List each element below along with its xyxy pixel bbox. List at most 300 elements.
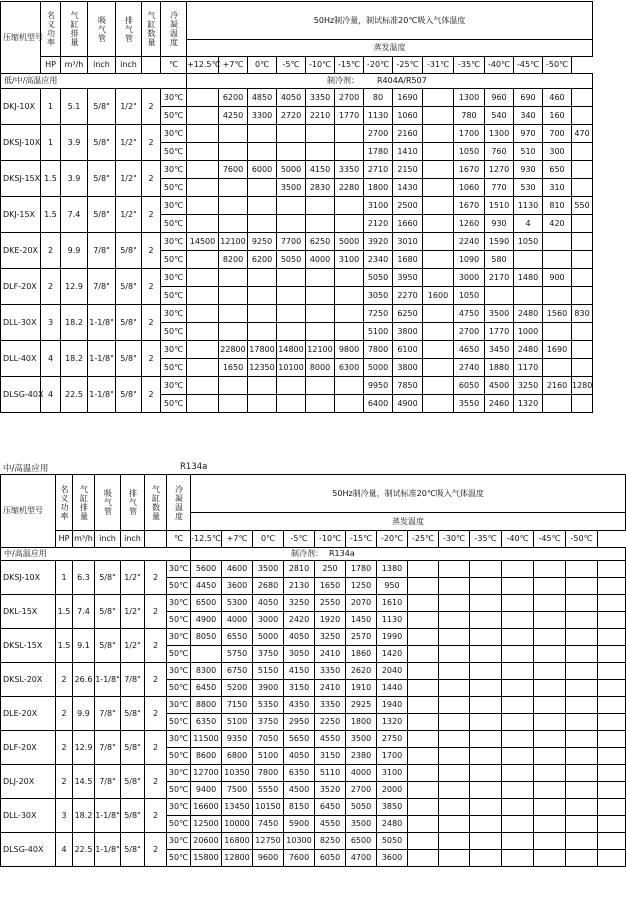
capacity-cell: 7600 bbox=[284, 850, 315, 867]
capacity-cell: 1590 bbox=[485, 233, 514, 251]
capacity-cell bbox=[502, 561, 534, 578]
capacity-cell bbox=[470, 629, 502, 646]
capacity-cell bbox=[335, 377, 364, 395]
capacity-cell bbox=[598, 663, 626, 680]
capacity-cell: 2040 bbox=[377, 663, 408, 680]
capacity-cell: 3500 bbox=[485, 305, 514, 323]
capacity-cell: 3100 bbox=[377, 765, 408, 782]
mid-refrigerant: R134a bbox=[180, 462, 208, 472]
capacity-cell: 7150 bbox=[222, 697, 253, 714]
capacity-cell: 9250 bbox=[248, 233, 277, 251]
capacity-cell: 970 bbox=[514, 125, 543, 143]
table-row bbox=[1, 799, 626, 816]
capacity-cell: 2270 bbox=[393, 287, 423, 305]
capacity-cell: 2120 bbox=[364, 215, 393, 233]
capacity-cell: 3950 bbox=[393, 269, 423, 287]
capacity-cell bbox=[439, 646, 470, 663]
capacity-cell bbox=[566, 782, 598, 799]
table-row bbox=[1, 697, 626, 714]
capacity-cell bbox=[248, 125, 277, 143]
capacity-cell: 1050 bbox=[454, 143, 485, 161]
evap-temp-col: -12.5℃ bbox=[191, 531, 222, 548]
capacity-cell: 1910 bbox=[346, 680, 377, 697]
cell-cyl: 2 bbox=[142, 377, 161, 413]
capacity-cell: 3750 bbox=[253, 714, 284, 731]
cell-model: DLL-30X bbox=[1, 799, 56, 833]
capacity-cell bbox=[566, 646, 598, 663]
capacity-cell bbox=[572, 215, 593, 233]
capacity-cell bbox=[219, 269, 248, 287]
unit-disp: m³/h bbox=[73, 531, 95, 548]
capacity-cell: 7250 bbox=[364, 305, 393, 323]
capacity-cell bbox=[439, 663, 470, 680]
capacity-cell bbox=[408, 799, 439, 816]
capacity-cell bbox=[277, 323, 306, 341]
cell-hp: 2 bbox=[41, 233, 61, 269]
capacity-cell: 2810 bbox=[284, 561, 315, 578]
capacity-cell bbox=[439, 714, 470, 731]
capacity-cell bbox=[219, 125, 248, 143]
capacity-cell: 4050 bbox=[253, 595, 284, 612]
refrigerant-row-2 bbox=[191, 548, 626, 561]
cell-dis: 1/2" bbox=[116, 197, 142, 233]
model-header: 压缩机型号 bbox=[1, 2, 41, 74]
capacity-cell bbox=[248, 269, 277, 287]
capacity-cell: 6000 bbox=[248, 161, 277, 179]
capacity-cell bbox=[566, 612, 598, 629]
capacity-cell: 4750 bbox=[454, 305, 485, 323]
cond-temp-cell: 30℃ bbox=[161, 377, 187, 395]
cond-temp-cell: 30℃ bbox=[167, 629, 191, 646]
capacity-cell bbox=[514, 251, 543, 269]
capacity-cell: 1800 bbox=[364, 179, 393, 197]
capacity-cell: 6050 bbox=[315, 850, 346, 867]
capacity-cell: 1130 bbox=[364, 107, 393, 125]
capacity-cell bbox=[408, 782, 439, 799]
capacity-cell bbox=[598, 850, 626, 867]
capacity-cell bbox=[423, 89, 454, 107]
capacity-cell bbox=[335, 197, 364, 215]
capacity-cell: 3010 bbox=[393, 233, 423, 251]
cell-hp: 2 bbox=[56, 697, 73, 731]
capacity-cell: 7050 bbox=[253, 731, 284, 748]
capacity-cell: 3350 bbox=[315, 697, 346, 714]
capacity-cell bbox=[423, 395, 454, 413]
capacity-cell: 4600 bbox=[222, 561, 253, 578]
cell-cyl: 2 bbox=[145, 799, 167, 833]
capacity-cell bbox=[439, 629, 470, 646]
capacity-cell bbox=[534, 612, 566, 629]
capacity-cell: 1090 bbox=[454, 251, 485, 269]
capacity-cell: 8050 bbox=[191, 629, 222, 646]
capacity-cell bbox=[502, 748, 534, 765]
discharge-header-2: 排气管 bbox=[121, 475, 145, 531]
capacity-cell: 3500 bbox=[346, 816, 377, 833]
cell-model: DKSL-20X bbox=[1, 663, 56, 697]
capacity-cell bbox=[572, 179, 593, 197]
capacity-cell bbox=[572, 323, 593, 341]
capacity-cell bbox=[502, 850, 534, 867]
capacity-cell: 4050 bbox=[284, 629, 315, 646]
capacity-cell bbox=[187, 269, 219, 287]
capacity-cell bbox=[335, 125, 364, 143]
capacity-cell bbox=[408, 833, 439, 850]
refrigerant-label: 制冷剂： bbox=[327, 76, 359, 85]
capacity-cell bbox=[534, 816, 566, 833]
capacity-cell: 11500 bbox=[191, 731, 222, 748]
capacity-cell bbox=[566, 680, 598, 697]
capacity-cell: 2240 bbox=[454, 233, 485, 251]
capacity-cell bbox=[408, 629, 439, 646]
cond-temp-cell: 30℃ bbox=[167, 595, 191, 612]
cell-suc: 7/8" bbox=[95, 731, 121, 765]
suction-header: 吸气管 bbox=[88, 2, 116, 57]
capacity-cell: 1690 bbox=[543, 341, 572, 359]
capacity-cell: 3350 bbox=[306, 89, 335, 107]
capacity-cell: 6400 bbox=[364, 395, 393, 413]
cell-cyl: 2 bbox=[142, 341, 161, 377]
capacity-cell: 6750 bbox=[222, 663, 253, 680]
capacity-cell bbox=[543, 359, 572, 377]
capacity-cell: 10150 bbox=[253, 799, 284, 816]
capacity-cell: 2950 bbox=[284, 714, 315, 731]
capacity-cell bbox=[423, 161, 454, 179]
capacity-cell bbox=[572, 143, 593, 161]
cond-temp-cell: 50℃ bbox=[161, 143, 187, 161]
capacity-cell: 2700 bbox=[454, 323, 485, 341]
capacity-cell: 13450 bbox=[222, 799, 253, 816]
evap-temp-col: -5℃ bbox=[284, 531, 315, 548]
capacity-cell: 6450 bbox=[315, 799, 346, 816]
capacity-cell: 2420 bbox=[284, 612, 315, 629]
capacity-cell bbox=[439, 850, 470, 867]
table-row bbox=[1, 629, 626, 646]
capacity-cell: 1410 bbox=[393, 143, 423, 161]
cell-disp: 9.9 bbox=[61, 233, 88, 269]
capacity-cell bbox=[502, 646, 534, 663]
capacity-cell bbox=[566, 578, 598, 595]
refrigerant-label-2: 制冷剂： bbox=[291, 549, 323, 558]
capacity-cell: 3350 bbox=[315, 663, 346, 680]
cell-suc: 7/8" bbox=[88, 269, 116, 305]
capacity-cell: 3250 bbox=[315, 629, 346, 646]
capacity-cell: 700 bbox=[543, 125, 572, 143]
capacity-cell: 1990 bbox=[377, 629, 408, 646]
evap-temp-col: -50℃ bbox=[543, 57, 572, 74]
cell-disp: 7.4 bbox=[73, 595, 95, 629]
table-row bbox=[1, 765, 626, 782]
refrigerant-value: R404A/R507 bbox=[377, 76, 427, 85]
cond-temp-cell: 50℃ bbox=[167, 782, 191, 799]
evap-temp-col: -30℃ bbox=[439, 531, 470, 548]
cond-temp-cell: 50℃ bbox=[167, 612, 191, 629]
capacity-cell: 2170 bbox=[485, 269, 514, 287]
capacity-cell: 1560 bbox=[543, 305, 572, 323]
capacity-cell: 7850 bbox=[393, 377, 423, 395]
cell-model: DLSG-40X bbox=[1, 833, 56, 867]
capacity-cell: 8800 bbox=[191, 697, 222, 714]
capacity-cell: 2210 bbox=[306, 107, 335, 125]
cell-suc: 5/8" bbox=[95, 561, 121, 595]
mid-section-label: 中/高温应用 bbox=[3, 464, 49, 474]
cell-dis: 1/2" bbox=[121, 561, 145, 595]
capacity-cell bbox=[534, 595, 566, 612]
cell-disp: 26.6 bbox=[73, 663, 95, 697]
cell-dis: 5/8" bbox=[116, 269, 142, 305]
capacity-cell: 1600 bbox=[423, 287, 454, 305]
cell-cyl: 2 bbox=[145, 697, 167, 731]
capacity-cell: 1670 bbox=[454, 197, 485, 215]
capacity-cell: 3300 bbox=[248, 107, 277, 125]
cell-hp: 1 bbox=[56, 561, 73, 595]
cell-hp: 4 bbox=[41, 377, 61, 413]
capacity-cell: 5100 bbox=[222, 714, 253, 731]
capacity-cell: 830 bbox=[572, 305, 593, 323]
cond-temp-cell: 50℃ bbox=[161, 251, 187, 269]
capacity-cell: 1920 bbox=[315, 612, 346, 629]
cylinders-header-2: 气缸数量 bbox=[145, 475, 167, 531]
cell-model: DKSJ-15X bbox=[1, 161, 41, 197]
capacity-cell: 5350 bbox=[253, 697, 284, 714]
capacity-cell bbox=[566, 816, 598, 833]
evap-temp-col: -35℃ bbox=[470, 531, 502, 548]
capacity-cell: 1170 bbox=[514, 359, 543, 377]
capacity-cell bbox=[187, 359, 219, 377]
cell-model: DKE-20X bbox=[1, 233, 41, 269]
table-row bbox=[1, 561, 626, 578]
capacity-cell: 3800 bbox=[393, 359, 423, 377]
capacity-cell: 1380 bbox=[377, 561, 408, 578]
capacity-cell bbox=[306, 143, 335, 161]
capacity-cell: 1800 bbox=[346, 714, 377, 731]
capacity-cell: 9600 bbox=[253, 850, 284, 867]
cond-temp-cell: 50℃ bbox=[167, 816, 191, 833]
table-row bbox=[1, 833, 626, 850]
capacity-cell bbox=[534, 646, 566, 663]
capacity-cell: 510 bbox=[514, 143, 543, 161]
capacity-cell bbox=[470, 850, 502, 867]
cell-hp: 1 bbox=[41, 89, 61, 125]
capacity-cell: 4 bbox=[514, 215, 543, 233]
cell-suc: 5/8" bbox=[88, 89, 116, 125]
cell-suc: 5/8" bbox=[88, 161, 116, 197]
capacity-cell: 8600 bbox=[191, 748, 222, 765]
cell-cyl: 2 bbox=[142, 161, 161, 197]
cell-dis: 5/8" bbox=[121, 765, 145, 799]
capacity-cell bbox=[566, 833, 598, 850]
evap-temp-col: -10℃ bbox=[306, 57, 335, 74]
capacity-cell: 8150 bbox=[284, 799, 315, 816]
capacity-cell: 12350 bbox=[248, 359, 277, 377]
capacity-cell: 6450 bbox=[191, 680, 222, 697]
capacity-cell bbox=[566, 714, 598, 731]
cell-cyl: 2 bbox=[145, 765, 167, 799]
cell-dis: 5/8" bbox=[121, 731, 145, 765]
capacity-cell bbox=[187, 89, 219, 107]
cell-cyl: 2 bbox=[142, 233, 161, 269]
capacity-cell bbox=[598, 748, 626, 765]
capacity-cell: 6500 bbox=[191, 595, 222, 612]
capacity-cell: 12750 bbox=[253, 833, 284, 850]
capacity-cell bbox=[187, 143, 219, 161]
cell-hp: 2 bbox=[41, 269, 61, 305]
capacity-cell bbox=[566, 731, 598, 748]
capacity-cell bbox=[187, 323, 219, 341]
capacity-cell bbox=[219, 305, 248, 323]
cond-temp-cell: 50℃ bbox=[167, 748, 191, 765]
capacity-cell bbox=[423, 107, 454, 125]
capacity-cell: 3250 bbox=[514, 377, 543, 395]
capacity-cell: 5100 bbox=[253, 748, 284, 765]
capacity-cell: 2340 bbox=[364, 251, 393, 269]
capacity-cell: 250 bbox=[315, 561, 346, 578]
capacity-cell: 1050 bbox=[454, 287, 485, 305]
cell-cyl: 2 bbox=[142, 125, 161, 161]
capacity-cell: 5050 bbox=[377, 833, 408, 850]
cell-dis: 7/8" bbox=[121, 663, 145, 697]
cell-dis: 1/2" bbox=[121, 595, 145, 629]
cell-hp: 3 bbox=[41, 305, 61, 341]
capacity-cell bbox=[543, 323, 572, 341]
capacity-cell: 1650 bbox=[219, 359, 248, 377]
capacity-cell bbox=[408, 816, 439, 833]
capacity-cell bbox=[408, 748, 439, 765]
cell-model: DLL-40X bbox=[1, 341, 41, 377]
capacity-cell: 1130 bbox=[514, 197, 543, 215]
capacity-cell: 540 bbox=[485, 107, 514, 125]
capacity-cell: 2700 bbox=[346, 782, 377, 799]
capacity-cell bbox=[306, 125, 335, 143]
unit-power: HP bbox=[41, 57, 61, 74]
cell-disp: 18.2 bbox=[73, 799, 95, 833]
capacity-cell: 2700 bbox=[364, 125, 393, 143]
capacity-cell: 930 bbox=[485, 215, 514, 233]
capacity-cell: 1050 bbox=[514, 233, 543, 251]
cell-dis: 5/8" bbox=[116, 341, 142, 377]
capacity-cell bbox=[534, 629, 566, 646]
capacity-cell bbox=[248, 305, 277, 323]
table-title: 50Hz制冷量，制试标准20℃吸入气体温度 bbox=[187, 2, 593, 40]
capacity-cell bbox=[277, 305, 306, 323]
capacity-cell bbox=[335, 143, 364, 161]
capacity-cell bbox=[598, 646, 626, 663]
capacity-cell: 3450 bbox=[485, 341, 514, 359]
unit-power: HP bbox=[56, 531, 73, 548]
capacity-cell bbox=[219, 377, 248, 395]
capacity-cell bbox=[423, 359, 454, 377]
capacity-cell bbox=[534, 663, 566, 680]
capacity-cell: 2500 bbox=[393, 197, 423, 215]
capacity-cell bbox=[534, 850, 566, 867]
capacity-cell bbox=[248, 395, 277, 413]
capacity-cell: 7450 bbox=[253, 816, 284, 833]
capacity-cell: 4000 bbox=[346, 765, 377, 782]
capacity-cell: 3000 bbox=[454, 269, 485, 287]
capacity-cell: 4500 bbox=[485, 377, 514, 395]
capacity-cell: 5300 bbox=[222, 595, 253, 612]
capacity-cell bbox=[335, 287, 364, 305]
evap-temp-col: -20℃ bbox=[364, 57, 393, 74]
capacity-cell bbox=[502, 697, 534, 714]
capacity-cell: 80 bbox=[364, 89, 393, 107]
capacity-cell: 3100 bbox=[335, 251, 364, 269]
capacity-cell bbox=[423, 377, 454, 395]
capacity-cell: 1690 bbox=[393, 89, 423, 107]
capacity-cell bbox=[572, 161, 593, 179]
cond-temp-cell: 30℃ bbox=[161, 269, 187, 287]
capacity-cell bbox=[470, 731, 502, 748]
capacity-cell bbox=[408, 680, 439, 697]
capacity-cell bbox=[423, 143, 454, 161]
cell-model: DKSJ-10X bbox=[1, 125, 41, 161]
cond-temp-cell: 30℃ bbox=[167, 765, 191, 782]
capacity-cell bbox=[572, 251, 593, 269]
capacity-cell bbox=[306, 215, 335, 233]
capacity-cell: 17800 bbox=[248, 341, 277, 359]
cell-disp: 18.2 bbox=[61, 341, 88, 377]
capacity-cell bbox=[219, 323, 248, 341]
cell-suc: 7/8" bbox=[95, 697, 121, 731]
cond-temp-cell: 50℃ bbox=[161, 359, 187, 377]
capacity-cell bbox=[566, 697, 598, 714]
capacity-cell: 1610 bbox=[377, 595, 408, 612]
capacity-cell bbox=[408, 697, 439, 714]
capacity-cell: 5900 bbox=[284, 816, 315, 833]
capacity-cell bbox=[470, 595, 502, 612]
table-row bbox=[1, 197, 593, 215]
cell-hp: 1.5 bbox=[56, 629, 73, 663]
capacity-cell bbox=[439, 697, 470, 714]
capacity-cell bbox=[566, 561, 598, 578]
capacity-cell bbox=[277, 215, 306, 233]
cond-temp-header: 冷凝温度 bbox=[161, 2, 187, 57]
cell-disp: 12.9 bbox=[61, 269, 88, 305]
capacity-cell: 3600 bbox=[222, 578, 253, 595]
capacity-cell bbox=[277, 125, 306, 143]
capacity-cell bbox=[598, 765, 626, 782]
capacity-cell: 8300 bbox=[191, 663, 222, 680]
capacity-cell bbox=[423, 251, 454, 269]
capacity-cell bbox=[408, 561, 439, 578]
capacity-cell: 6200 bbox=[248, 251, 277, 269]
capacity-cell: 8200 bbox=[219, 251, 248, 269]
capacity-cell bbox=[248, 197, 277, 215]
capacity-cell bbox=[306, 323, 335, 341]
evap-temp-col: -15℃ bbox=[346, 531, 377, 548]
capacity-cell bbox=[187, 125, 219, 143]
capacity-cell: 3250 bbox=[284, 595, 315, 612]
capacity-cell bbox=[219, 197, 248, 215]
capacity-cell bbox=[534, 714, 566, 731]
unit-dis: inch bbox=[121, 531, 145, 548]
capacity-cell: 5550 bbox=[253, 782, 284, 799]
capacity-cell bbox=[598, 612, 626, 629]
refrigerant-row bbox=[187, 74, 593, 89]
capacity-cell bbox=[502, 799, 534, 816]
capacity-cell bbox=[439, 561, 470, 578]
capacity-cell bbox=[566, 629, 598, 646]
capacity-cell bbox=[187, 287, 219, 305]
capacity-cell: 650 bbox=[543, 161, 572, 179]
cell-model: DLF-20X bbox=[1, 731, 56, 765]
capacity-cell: 5600 bbox=[191, 561, 222, 578]
capacity-cell: 3500 bbox=[253, 561, 284, 578]
capacity-cell: 4000 bbox=[306, 251, 335, 269]
capacity-cell bbox=[598, 816, 626, 833]
capacity-cell: 6350 bbox=[191, 714, 222, 731]
capacity-cell: 4000 bbox=[222, 612, 253, 629]
capacity-cell: 1880 bbox=[485, 359, 514, 377]
